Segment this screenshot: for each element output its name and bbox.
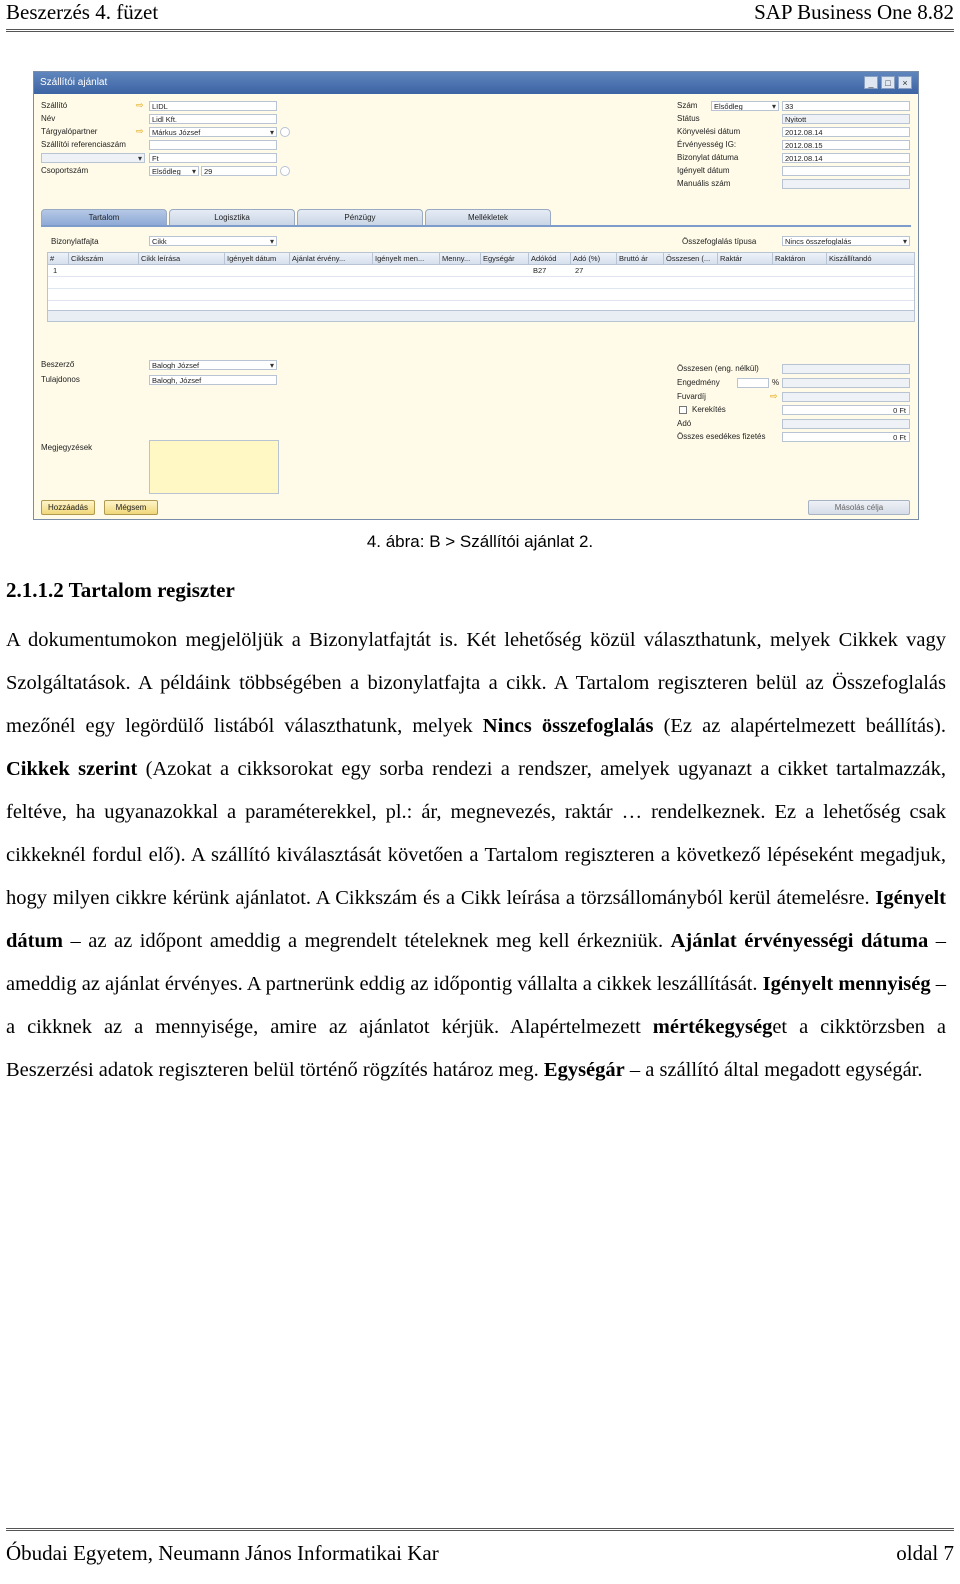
tab-strip (41, 209, 911, 225)
penznem-field[interactable]: Ft (149, 153, 277, 163)
label-nev: Név (41, 114, 56, 123)
label-bizonylat: Bizonylat dátuma (677, 153, 739, 162)
referenciaszam-field[interactable] (149, 140, 277, 150)
col-ado[interactable]: Adó (%) (571, 253, 617, 264)
engedmeny-pct-field[interactable] (737, 378, 769, 388)
items-grid (47, 252, 915, 322)
label-konyvelesi: Könyvelési dátum (677, 127, 741, 136)
details-icon[interactable] (280, 127, 290, 137)
bold-term: Egységár (543, 1059, 625, 1081)
col-igenyelt-datum[interactable]: Igényelt dátum (225, 253, 290, 264)
label-ervenyesseg: Érvényesség IG: (677, 140, 737, 149)
label-bizonylatfajta: Bizonylatfajta (51, 237, 99, 246)
status-field: Nyitott (782, 114, 910, 124)
text-run: et a cikktörzsben a Beszerzési adatok regiszteren belül történő rögzítés határoz meg. (6, 1016, 946, 1081)
col-raktar[interactable]: Raktár (718, 253, 773, 264)
label-fuvardij: Fuvardíj (677, 392, 706, 401)
table-row[interactable] (48, 265, 914, 277)
ado-field (782, 419, 910, 429)
text-run: (Azokat a cikksorokat egy sorba rendezi a rendszer, amelyek ugyanazt a cikket tartalmazzák, feltéve, ha ugyanazokkal a paraméterekkel, pl.: ár, megnevezés, raktár … rendelkeznek. Ez a lehetőség csak cikkeknél fordul elő). A szállító kiválasztását követően a Tartalom regiszteren a következő lépéseként megadjuk, hogy milyen cikkre kérünk ajánlatot. A Cikkszám és a Cikk leírása a törzsállományból kerül átemelésre. (6, 758, 947, 909)
col-cikk-leirasa[interactable]: Cikk leírása (139, 253, 225, 264)
osszefoglalas-select[interactable]: Nincs összefoglalás ▾ (782, 236, 910, 246)
penznem-select[interactable] (41, 153, 145, 163)
bold-term: Nincs összefoglalás (482, 715, 654, 737)
csoportszam-field[interactable]: 29 (201, 166, 277, 176)
targyalopartner-select[interactable]: Márkus József ▾ (149, 127, 277, 137)
copy-to-button[interactable]: Másolás célja (808, 500, 910, 515)
igenyelt-field[interactable] (782, 166, 910, 176)
link-arrow-icon[interactable]: ⇨ (136, 126, 144, 136)
text-run: – a cikknek az a mennyisége, amire az ajánlatot kérjük. Alapértelmezett (6, 973, 946, 1038)
page-header (6, 0, 954, 26)
ervenyesseg-field[interactable]: 2012.08.15 (782, 140, 910, 150)
tab-tartalom[interactable]: Tartalom (41, 209, 167, 225)
label-engedmeny: Engedmény (677, 378, 720, 387)
col-igenyelt-menny[interactable]: Igényelt men... (373, 253, 440, 264)
header-right: SAP Business One 8.82 (754, 0, 954, 24)
label-szam: Szám (677, 101, 698, 110)
link-arrow-icon[interactable]: ⇨ (770, 391, 778, 401)
label-megjegyzesek: Megjegyzések (41, 443, 93, 452)
bizonylat-field[interactable]: 2012.08.14 (782, 153, 910, 163)
col-menny[interactable]: Menny... (440, 253, 481, 264)
bizonylatfajta-select[interactable]: Cikk ▾ (149, 236, 277, 246)
minimize-icon[interactable]: _ (864, 76, 878, 89)
bold-term: Igényelt mennyiség (762, 973, 931, 995)
tab-logisztika[interactable]: Logisztika (169, 209, 295, 225)
text-run: – ameddig az ajánlat érvényes. A partnerünk eddig az időpontig vállalta a cikkek leszállítását. (6, 930, 947, 995)
csoportszam-select[interactable]: Elsődleg ▾ (149, 166, 199, 176)
tab-penzugy[interactable]: Pénzügy (297, 209, 423, 225)
row-adokod[interactable]: B27 (533, 266, 547, 275)
label-referenciaszam: Szállítói referenciaszám (41, 140, 126, 149)
col-raktaron[interactable]: Raktáron (773, 253, 827, 264)
header-rule (6, 29, 954, 32)
bold-term: Cikkek szerint (6, 758, 138, 780)
osszes-field: 0 Ft (782, 432, 910, 442)
col-brutto-ar[interactable]: Bruttó ár (617, 253, 664, 264)
table-row[interactable] (48, 289, 914, 301)
label-szallito: Szállító (41, 101, 68, 110)
label-osszesen: Összesen (eng. nélkül) (677, 364, 759, 373)
osszesen-field (782, 364, 910, 374)
maximize-icon[interactable]: □ (881, 76, 895, 89)
row-ado[interactable]: 27 (575, 266, 584, 275)
megjegyzesek-textarea[interactable] (149, 440, 279, 494)
engedmeny-field (782, 378, 910, 388)
bold-term: Ajánlat érvényességi dátuma (670, 930, 929, 952)
text-run: (Ez az alapértelmezett beállítás). (653, 715, 946, 737)
fuvardij-field (782, 392, 910, 402)
col-egysegar[interactable]: Egységár (481, 253, 529, 264)
tab-mellekletek[interactable]: Mellékletek (425, 209, 551, 225)
label-osszes-esedekes: Összes esedékes fizetés (677, 432, 766, 441)
szallito-field[interactable]: LIDL (149, 101, 277, 111)
row-num: 1 (53, 266, 58, 275)
grid-header (48, 253, 914, 265)
footer-left: Óbudai Egyetem, Neumann János Informatikai Kar (6, 1541, 439, 1565)
footer-rule (6, 1528, 954, 1531)
label-manualis: Manuális szám (677, 179, 731, 188)
horizontal-scrollbar[interactable] (48, 310, 914, 321)
label-csoportszam: Csoportszám (41, 166, 89, 175)
bold-term: Igényelt dátum (6, 887, 946, 952)
link-arrow-icon[interactable]: ⇨ (136, 100, 144, 110)
sap-window (33, 71, 919, 520)
col-num[interactable]: # (48, 253, 69, 264)
szam-field[interactable]: 33 (782, 101, 910, 111)
header-left: Beszerzés 4. füzet (6, 0, 159, 24)
close-icon[interactable]: × (898, 76, 912, 89)
col-kiszallitando[interactable]: Kiszállítandó (827, 253, 915, 264)
label-kerekites: Kerekítés (692, 405, 726, 414)
label-status: Státus (677, 114, 700, 123)
tulajdonos-field[interactable]: Balogh, József (149, 375, 277, 385)
details-icon[interactable] (280, 166, 290, 176)
beszerzo-select[interactable]: Balogh József ▾ (149, 360, 277, 370)
add-button[interactable]: Hozzáadás (41, 500, 95, 515)
label-igenyelt: Igényelt dátum (677, 166, 730, 175)
figure-caption: 4. ábra: B > Szállítói ajánlat 2. (366, 532, 594, 551)
cancel-button[interactable]: Mégsem (104, 500, 158, 515)
table-row[interactable] (48, 277, 914, 289)
konyvelesi-field[interactable]: 2012.08.14 (782, 127, 910, 137)
body-paragraph (6, 619, 946, 1092)
kerekites-field[interactable]: 0 Ft (782, 405, 910, 415)
text-run: A dokumentumokon megjelöljük a Bizonylatfajtát is. Két lehetőség közül választhatunk, melyek Cikkek vagy Szolgáltatások. A példáink többségében a bizonylatfajta a cikk. A Tartalom regiszteren belül az Összefoglalás mezőnél egy legördülő listából választhatunk, melyek (6, 629, 946, 737)
label-osszefoglalas: Összefoglalás típusa (682, 237, 757, 246)
footer-right: oldal 7 (896, 1541, 954, 1565)
szam-series-select[interactable]: Elsődleg ▾ (711, 101, 779, 111)
nev-field[interactable]: Lidl Kft. (149, 114, 277, 124)
manualis-field[interactable] (782, 179, 910, 189)
kerekites-checkbox[interactable] (679, 406, 687, 414)
window-title: Szállítói ajánlat (40, 77, 108, 88)
label-beszerzo: Beszerző (41, 360, 75, 369)
section-title: 2.1.1.2 Tartalom regiszter (6, 578, 235, 602)
percent-sign: % (772, 378, 780, 387)
label-ado: Adó (677, 419, 692, 428)
col-cikkszam[interactable]: Cikkszám (69, 253, 139, 264)
col-ajanlat-erveny[interactable]: Ajánlat érvény... (290, 253, 373, 264)
bold-term: mértékegység (652, 1016, 773, 1038)
window-titlebar (34, 72, 918, 94)
text-run: – a szállító által megadott egységár. (624, 1059, 923, 1081)
col-osszesen[interactable]: Összesen (... (664, 253, 718, 264)
text-run: – az az időpont ameddig a megrendelt tételeknek meg kell érkezniük. (62, 930, 671, 952)
label-tulajdonos: Tulajdonos (41, 375, 80, 384)
label-targyalopartner: Tárgyalópartner (41, 127, 98, 136)
col-adokod[interactable]: Adókód (529, 253, 571, 264)
